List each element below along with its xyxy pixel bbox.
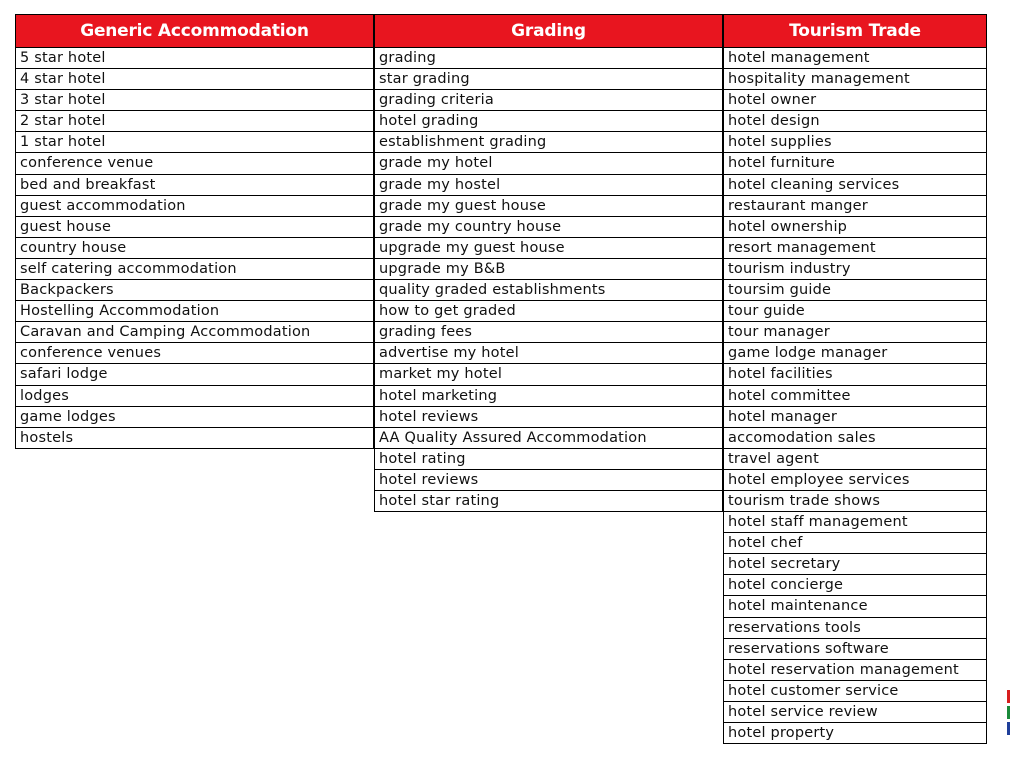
- list-item: advertise my hotel: [374, 343, 723, 364]
- list-item: country house: [15, 238, 374, 259]
- list-item: hotel facilities: [723, 364, 987, 385]
- flag-red-mark: [1007, 690, 1010, 703]
- list-item: 5 star hotel: [15, 48, 374, 69]
- list-item: grading fees: [374, 322, 723, 343]
- list-item: guest accommodation: [15, 196, 374, 217]
- list-item: grade my guest house: [374, 196, 723, 217]
- list-item: reservations software: [723, 639, 987, 660]
- flag-blue-mark: [1007, 722, 1010, 735]
- list-item: Backpackers: [15, 280, 374, 301]
- list-item: tour guide: [723, 301, 987, 322]
- tourism-trade-header: Tourism Trade: [723, 14, 987, 48]
- list-item: hotel reviews: [374, 407, 723, 428]
- grading-header: Grading: [374, 14, 723, 48]
- list-item: tourism trade shows: [723, 491, 987, 512]
- list-item: Caravan and Camping Accommodation: [15, 322, 374, 343]
- list-item: hotel customer service: [723, 681, 987, 702]
- list-item: lodges: [15, 386, 374, 407]
- list-item: hotel furniture: [723, 153, 987, 174]
- list-item: accomodation sales: [723, 428, 987, 449]
- list-item: safari lodge: [15, 364, 374, 385]
- generic-accommodation-header: Generic Accommodation: [15, 14, 374, 48]
- list-item: hotel service review: [723, 702, 987, 723]
- generic-accommodation-list: [15, 48, 374, 449]
- list-item: self catering accommodation: [15, 259, 374, 280]
- list-item: conference venues: [15, 343, 374, 364]
- list-item: star grading: [374, 69, 723, 90]
- list-item: grade my hotel: [374, 153, 723, 174]
- list-item: hotel secretary: [723, 554, 987, 575]
- list-item: resort management: [723, 238, 987, 259]
- list-item: hotel manager: [723, 407, 987, 428]
- list-item: hotel maintenance: [723, 596, 987, 617]
- list-item: AA Quality Assured Accommodation: [374, 428, 723, 449]
- list-item: hotel committee: [723, 386, 987, 407]
- list-item: hotel ownership: [723, 217, 987, 238]
- list-item: how to get graded: [374, 301, 723, 322]
- list-item: tour manager: [723, 322, 987, 343]
- list-item: hotel grading: [374, 111, 723, 132]
- list-item: Hostelling Accommodation: [15, 301, 374, 322]
- list-item: establishment grading: [374, 132, 723, 153]
- list-item: game lodges: [15, 407, 374, 428]
- generic-accommodation-column: [15, 14, 374, 449]
- list-item: hospitality management: [723, 69, 987, 90]
- list-item: bed and breakfast: [15, 175, 374, 196]
- list-item: hotel reviews: [374, 470, 723, 491]
- list-item: grade my hostel: [374, 175, 723, 196]
- tourism-trade-list: [723, 48, 987, 744]
- list-item: hotel reservation management: [723, 660, 987, 681]
- list-item: hotel star rating: [374, 491, 723, 512]
- list-item: hotel management: [723, 48, 987, 69]
- list-item: hostels: [15, 428, 374, 449]
- list-item: hotel employee services: [723, 470, 987, 491]
- grading-column: [374, 14, 723, 512]
- list-item: hotel cleaning services: [723, 175, 987, 196]
- list-item: hotel staff management: [723, 512, 987, 533]
- list-item: 2 star hotel: [15, 111, 374, 132]
- tourism-trade-column: [723, 14, 987, 744]
- list-item: grading: [374, 48, 723, 69]
- list-item: quality graded establishments: [374, 280, 723, 301]
- list-item: reservations tools: [723, 618, 987, 639]
- list-item: upgrade my guest house: [374, 238, 723, 259]
- list-item: travel agent: [723, 449, 987, 470]
- list-item: hotel design: [723, 111, 987, 132]
- grading-list: [374, 48, 723, 512]
- list-item: hotel chef: [723, 533, 987, 554]
- list-item: 1 star hotel: [15, 132, 374, 153]
- list-item: hotel concierge: [723, 575, 987, 596]
- list-item: restaurant manger: [723, 196, 987, 217]
- list-item: hotel supplies: [723, 132, 987, 153]
- list-item: grading criteria: [374, 90, 723, 111]
- flag-green-mark: [1007, 706, 1010, 719]
- list-item: hotel owner: [723, 90, 987, 111]
- list-item: market my hotel: [374, 364, 723, 385]
- list-item: upgrade my B&B: [374, 259, 723, 280]
- list-item: hotel rating: [374, 449, 723, 470]
- list-item: game lodge manager: [723, 343, 987, 364]
- list-item: 3 star hotel: [15, 90, 374, 111]
- list-item: hotel property: [723, 723, 987, 744]
- list-item: 4 star hotel: [15, 69, 374, 90]
- list-item: conference venue: [15, 153, 374, 174]
- list-item: grade my country house: [374, 217, 723, 238]
- list-item: guest house: [15, 217, 374, 238]
- list-item: hotel marketing: [374, 386, 723, 407]
- list-item: tourism industry: [723, 259, 987, 280]
- list-item: toursim guide: [723, 280, 987, 301]
